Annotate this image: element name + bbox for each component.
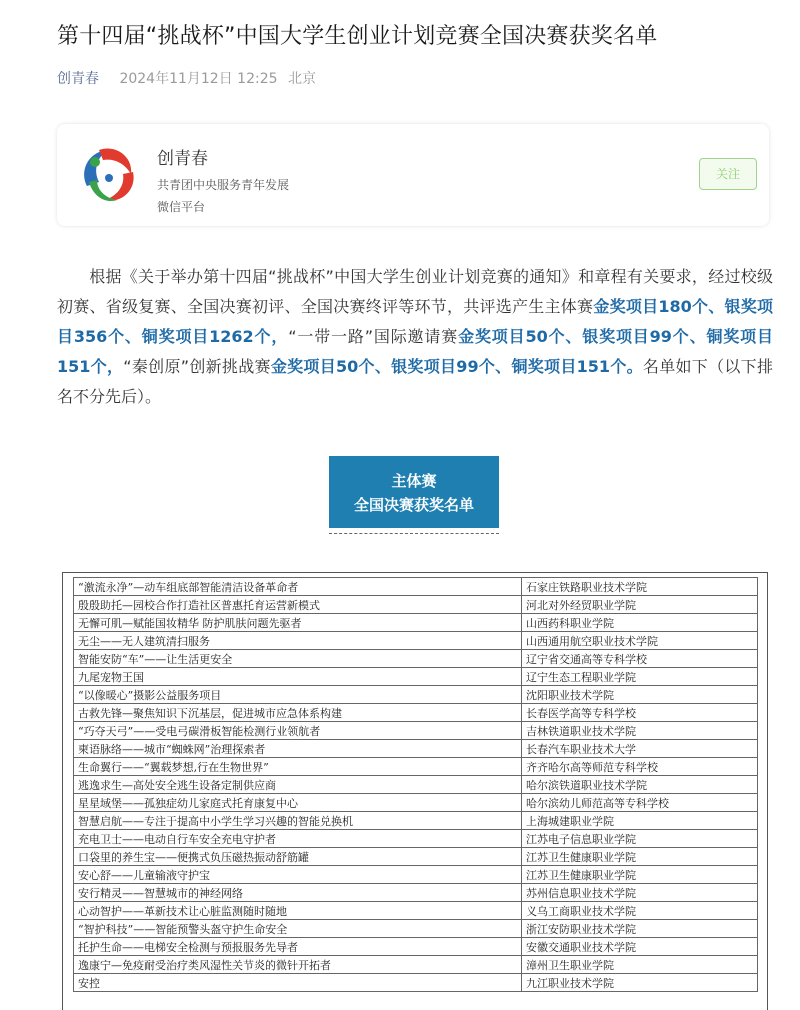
intro-text-1: 根据《关于举办第十四届“挑战杯”中国大学生创业计划竞赛的通知》和章程有关要求，经过校级初赛、省级复赛、全国决赛初评、全国决赛终评等环节，共评选产生主体赛 [57, 267, 773, 316]
school-name-cell: 上海城建职业学院 [522, 812, 758, 830]
section-divider [329, 533, 499, 534]
project-name-cell: “激流永净”—动车组底部智能清洁设备革命者 [74, 578, 522, 596]
project-name-cell: 充电卫士——电动自行车安全充电守护者 [74, 830, 522, 848]
school-name-cell: 浙江安防职业技术学院 [522, 920, 758, 938]
project-name-cell: 智慧启航——专注于提高中小学生学习兴趣的智能兑换机 [74, 812, 522, 830]
project-name-cell: 安控 [74, 974, 522, 992]
author-link[interactable]: 创青春 [57, 71, 99, 87]
school-name-cell: 江苏卫生健康职业学院 [522, 866, 758, 884]
follow-button[interactable]: 关注 [699, 158, 757, 190]
account-name: 创青春 [157, 149, 208, 169]
table-row [74, 596, 758, 614]
table-row [74, 830, 758, 848]
section-header-line2: 全国决赛获奖名单 [353, 496, 474, 514]
article-meta [57, 68, 316, 88]
table-row [74, 686, 758, 704]
table-row [74, 956, 758, 974]
project-name-cell: 星星域堡——孤独症幼儿家庭式托育康复中心 [74, 794, 522, 812]
school-name-cell: 漳州卫生职业学院 [522, 956, 758, 974]
school-name-cell: 辽宁省交通高等专科学校 [522, 650, 758, 668]
project-name-cell: 托护生命——电梯安全检测与预报服务先导者 [74, 938, 522, 956]
project-name-cell: 心动智护——革新技术让心脏监测随时随地 [74, 902, 522, 920]
school-name-cell: 义乌工商职业技术学院 [522, 902, 758, 920]
school-name-cell: 长春医学高等专科学校 [522, 704, 758, 722]
project-name-cell: 九尾宠物王国 [74, 668, 522, 686]
project-name-cell: 生命翼行——“翼载梦想,行在生物世界” [74, 758, 522, 776]
school-name-cell: 辽宁生态工程职业学院 [522, 668, 758, 686]
project-name-cell: “巧夺天弓”——受电弓碳滑板智能检测行业领航者 [74, 722, 522, 740]
project-name-cell: “智护科技”——智能预警头盔守护生命安全 [74, 920, 522, 938]
school-name-cell: 江苏卫生健康职业学院 [522, 848, 758, 866]
table-row [74, 722, 758, 740]
account-logo-icon [75, 142, 141, 208]
article-title: 第十四届“挑战杯”中国大学生创业计划竞赛全国决赛获奖名单 [57, 24, 658, 49]
account-card[interactable] [57, 124, 769, 226]
project-name-cell: 逃逸求生—高处安全逃生设备定制供应商 [74, 776, 522, 794]
school-name-cell: 长春汽车职业技术大学 [522, 740, 758, 758]
school-name-cell: 河北对外经贸职业学院 [522, 596, 758, 614]
school-name-cell: 苏州信息职业技术学院 [522, 884, 758, 902]
intro-paragraph [57, 262, 773, 412]
table-row [74, 614, 758, 632]
intro-text-4: 名单如下（以下排名不分先后）。 [57, 357, 773, 406]
intro-highlight-1: 金奖项目180个、银奖项目356个、铜奖项目1262个， [57, 297, 773, 346]
table-row [74, 740, 758, 758]
table-row [74, 812, 758, 830]
table-row [74, 632, 758, 650]
school-name-cell: 安徽交通职业技术学院 [522, 938, 758, 956]
school-name-cell: 石家庄铁路职业技术学院 [522, 578, 758, 596]
table-row [74, 650, 758, 668]
publish-date: 2024年11月12日 12:25 [119, 71, 278, 87]
intro-text-2: “一带一路”国际邀请赛 [288, 327, 459, 346]
award-table [73, 577, 758, 992]
table-row [74, 704, 758, 722]
table-row [74, 920, 758, 938]
project-name-cell: 无尘——无人建筑清扫服务 [74, 632, 522, 650]
project-name-cell: “以像暖心”摄影公益服务项目 [74, 686, 522, 704]
project-name-cell: 殷殷助托—园校合作打造社区普惠托育运营新模式 [74, 596, 522, 614]
project-name-cell: 柬语脉络——城市“蜘蛛网”治理探索者 [74, 740, 522, 758]
project-name-cell: 无懈可肌—赋能国妆精华 防护肌肤问题先驱者 [74, 614, 522, 632]
project-name-cell: 古救先锋—聚焦知识下沉基层，促进城市应急体系构建 [74, 704, 522, 722]
school-name-cell: 哈尔滨铁道职业技术学院 [522, 776, 758, 794]
section-header [329, 456, 499, 528]
award-list-image [62, 572, 768, 1010]
school-name-cell: 九江职业技术学院 [522, 974, 758, 992]
table-row [74, 794, 758, 812]
school-name-cell: 哈尔滨幼儿师范高等专科学校 [522, 794, 758, 812]
table-row [74, 974, 758, 992]
table-row [74, 668, 758, 686]
school-name-cell: 江苏电子信息职业学院 [522, 830, 758, 848]
table-row [74, 776, 758, 794]
school-name-cell: 山西药科职业学院 [522, 614, 758, 632]
school-name-cell: 沈阳职业技术学院 [522, 686, 758, 704]
table-row [74, 848, 758, 866]
project-name-cell: 安心舒——儿童输液守护宝 [74, 866, 522, 884]
school-name-cell: 齐齐哈尔高等师范专科学校 [522, 758, 758, 776]
table-row [74, 938, 758, 956]
account-platform: 微信平台 [157, 200, 206, 214]
project-name-cell: 安行精灵——智慧城市的神经网络 [74, 884, 522, 902]
table-row [74, 578, 758, 596]
table-row [74, 902, 758, 920]
intro-highlight-3: 金奖项目50个、银奖项目99个、铜奖项目151个。 [270, 357, 643, 376]
school-name-cell: 吉林铁道职业技术学院 [522, 722, 758, 740]
school-name-cell: 山西通用航空职业技术学院 [522, 632, 758, 650]
account-description: 共青团中央服务青年发展 [157, 178, 290, 192]
intro-text-3: “秦创原”创新挑战赛 [123, 357, 271, 376]
project-name-cell: 逸康宁—免疫耐受治疗类风湿性关节炎的微针开拓者 [74, 956, 522, 974]
table-row [74, 758, 758, 776]
section-header-line1: 主体赛 [391, 472, 437, 490]
project-name-cell: 智能安防“车”——让生活更安全 [74, 650, 522, 668]
table-row [74, 866, 758, 884]
publish-location: 北京 [287, 71, 316, 87]
intro-highlight-2: 金奖项目50个、银奖项目99个、铜奖项目151个， [57, 327, 773, 376]
project-name-cell: 口袋里的养生宝——便携式负压磁热振动舒筋罐 [74, 848, 522, 866]
table-row [74, 884, 758, 902]
